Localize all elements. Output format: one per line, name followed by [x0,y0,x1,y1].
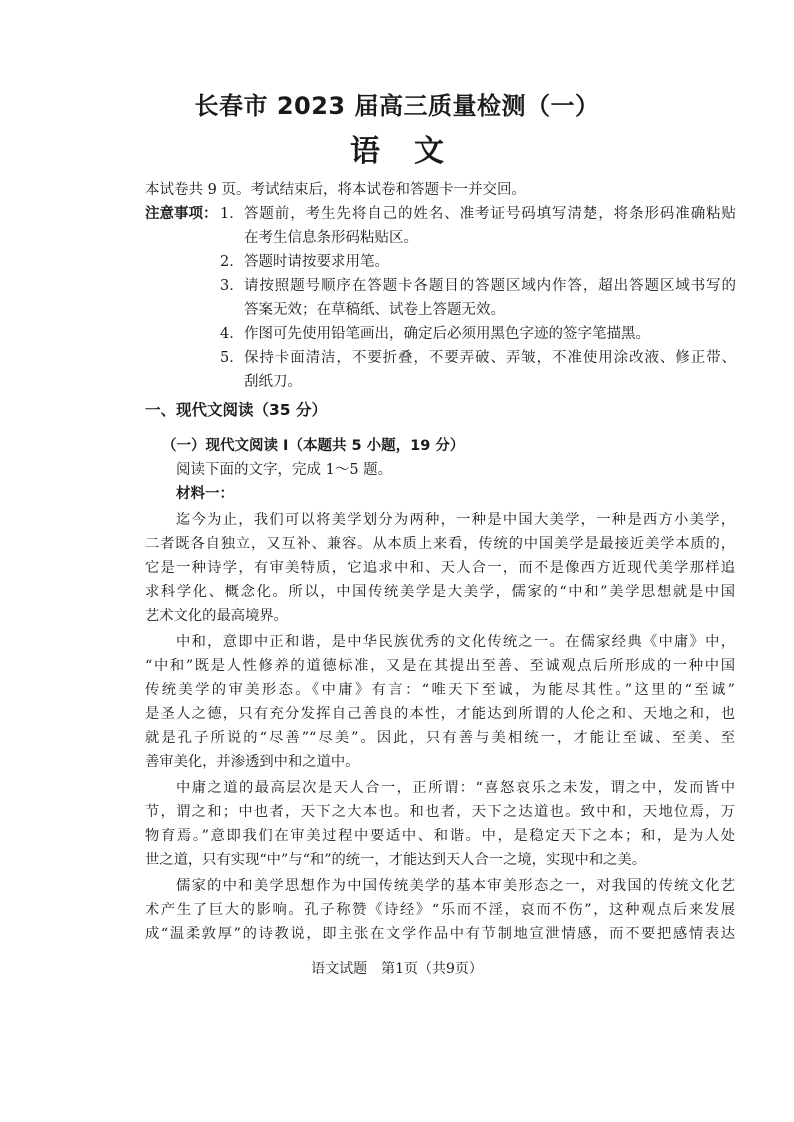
reading-instruction: 阅读下面的文字，完成 1～5 题。 [176,462,393,478]
passage-line: 求科学化、概念化。所以，中国传统美学是大美学，儒家的“中和”美学思想就是中国 [145,584,735,600]
passage-line: 传统美学的审美形态。《中庸》有言：“唯天下至诚，为能尽其性。”这里的“至诚” [145,682,735,698]
note-line: 请按照题号顺序在答题卡各题目的答题区域内作答，超出答题区域书写的 [244,278,736,294]
passage-line: 中庸之道的最高层次是天人合一，正所谓：“喜怒哀乐之未发，谓之中，发而皆中 [176,780,735,796]
passage-line: 艺术文化的最高境界。 [145,608,288,624]
note-line: 在考生信息条形码粘贴区。 [244,230,418,246]
intro-text: 本试卷共 9 页。考试结束后，将本试卷和答题卡一并交回。 [145,182,526,198]
passage-line: 善审美化，并渗透到中和之道中。 [145,754,360,770]
note-line: 保持卡面清洁，不要折叠，不要弄破、弄皱，不准使用涂改液、修正带、 [244,350,736,366]
passage-line: “中和”既是人性修养的道德标准，又是在其提出至善、至诚观点后所形成的一种中国 [145,658,735,674]
passage-line: 是圣人之德，只有充分发挥自己善良的本性，才能达到所谓的人伦之和、天地之和，也 [145,706,735,722]
note-line: 答题时请按要求用笔。 [244,254,389,270]
passage-line: 节，谓之和；中也者，天下之大本也。和也者，天下之达道也。致中和，天地位焉，万 [145,804,735,820]
exam-title: 长春市 2023 届高三质量检测（一） [194,92,600,120]
material-label: 材料一： [176,486,234,502]
section-heading: 一、现代文阅读（35 分） [145,401,327,419]
note-number: 3． [220,278,244,294]
subject-title: 语文 [350,134,478,169]
note-line: 答案无效；在草稿纸、试卷上答题无效。 [244,302,505,318]
passage-line: 它是一种诗学，有审美特质，它追求中和、天人合一，而不是像西方近现代美学那样追 [145,560,735,576]
passage-line: 儒家的中和美学思想作为中国传统美学的基本审美形态之一，对我国的传统文化艺 [176,878,735,894]
note-line: 答题前，考生先将自己的姓名、准考证号码填写清楚，将条形码准确粘贴 [244,206,736,222]
note-line: 作图可先使用铅笔画出，确定后必须用黑色字迹的签字笔描黑。 [244,326,650,342]
passage-line: 二者既各自独立，又互补、兼容。从本质上来看，传统的中国美学是最接近美学本质的， [145,536,735,552]
notes-label: 注意事项： [145,206,218,222]
passage-line: 术产生了巨大的影响。孔子称赞《诗经》“乐而不淫，哀而不伤”，这种观点后来发展 [145,902,735,918]
note-number: 1． [220,206,244,222]
note-number: 5． [220,350,244,366]
passage-line: 中和，意即中正和谐，是中华民族优秀的文化传统之一。在儒家经典《中庸》中， [176,634,735,650]
passage-line: 迄今为止，我们可以将美学划分为两种，一种是中国大美学，一种是西方小美学， [176,512,735,528]
passage-line: 就是孔子所说的“尽善”“尽美”。因此，只有善与美相统一，才能让至诚、至美、至 [145,730,735,746]
note-line: 刮纸刀。 [244,374,302,390]
page-footer: 语文试题 第1页（共9页） [311,961,483,977]
note-number: 2． [220,254,244,270]
note-number: 4． [220,326,244,342]
passage-line: 成“温柔敦厚”的诗教说，即主张在文学作品中有节制地宣泄情感，而不要把感情表达 [145,926,735,942]
passage-line: 世之道，只有实现“中”与“和”的统一，才能达到天人合一之境，实现中和之美。 [145,852,647,868]
subsection-heading: （一）现代文阅读 I（本题共 5 小题，19 分） [162,438,465,454]
passage-line: 物育焉。”意即我们在审美过程中要适中、和谐。中，是稳定天下之本；和，是为人处 [145,828,735,844]
